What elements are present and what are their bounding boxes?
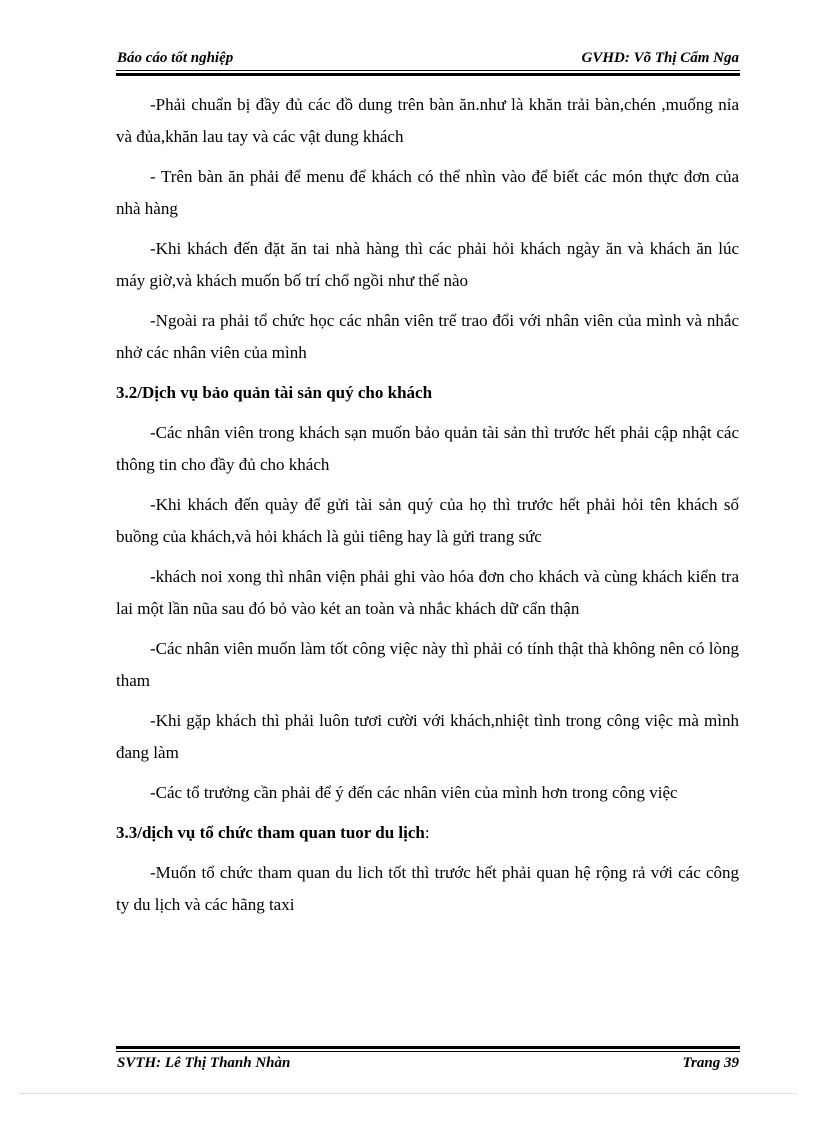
paragraph: -Các tổ trưởng cần phải để ý đến các nhân viên của mình hơn trong công việc xyxy=(150,783,678,802)
paragraph: -Khi gặp khách thì phải luôn tươi cười với khách,nhiệt tình trong công việc mà mình đang làm xyxy=(116,711,739,762)
header-advisor: GVHD: Võ Thị Cẩm Nga xyxy=(581,50,739,66)
paragraph: -Khi khách đến quày để gửi tài sản quý của họ thì trước hết phải hỏi tên khách số buồng của khách,và hỏi khách là gủi tiêng hay là gửi trang sức xyxy=(116,495,739,546)
section-heading-3-3-text: 3.3/dịch vụ tổ chức tham quan tuor du lịch xyxy=(116,823,425,842)
footer-page-number: Trang 39 xyxy=(682,1055,739,1071)
footer-rule-thin xyxy=(116,1051,740,1052)
header-rule-thick xyxy=(116,73,740,76)
page-header xyxy=(117,50,739,70)
page-body xyxy=(116,89,739,929)
paragraph: -Ngoài ra phải tổ chức học các nhân viên trể trao đổi với nhân viên của mình và nhắc nhở các nhân viên của mình xyxy=(116,311,739,362)
paragraph: -khách noi xong thì nhân viện phải ghi vào hóa đơn cho khách và cùng khách kiển tra lai một lần nũa sau đó bỏ vào két an toàn và nhắc khách dữ cẩn thận xyxy=(116,567,739,618)
page-edge-divider xyxy=(20,1093,796,1094)
paragraph: -Các nhân viên trong khách sạn muốn bảo quản tài sản thì trước hết phải cập nhật các thông tin cho đầy đủ cho khách xyxy=(116,423,739,474)
page-footer xyxy=(117,1055,739,1075)
paragraph: -Phải chuẩn bị đầy đủ các đồ dung trên bàn ăn.như là khăn trải bàn,chén ,muống nỉa và đủa,khăn lau tay và các vật dung khách xyxy=(116,95,739,146)
header-report-title: Báo cáo tốt nghiệp xyxy=(117,50,234,66)
footer-rule-thick xyxy=(116,1046,740,1049)
paragraph: - Trên bàn ăn phải để menu để khách có thể nhìn vào để biết các món thực đơn của nhà hàng xyxy=(116,167,739,218)
section-heading-3-3-colon: : xyxy=(424,823,430,842)
section-heading-3-3 xyxy=(116,817,739,849)
footer-student: SVTH: Lê Thị Thanh Nhàn xyxy=(117,1055,291,1071)
section-heading-3-2: 3.2/Dịch vụ bảo quản tài sản quý cho khách xyxy=(116,383,433,402)
paragraph: -Khi khách đến đặt ăn tai nhà hàng thì các phải hỏi khách ngày ăn và khách ăn lúc máy giờ,và khách muốn bố trí chổ ngồi như thế nào xyxy=(116,239,739,290)
paragraph: -Các nhân viên muốn làm tốt công việc này thì phải có tính thật thà không nên có lòng tham xyxy=(116,639,739,690)
paragraph: -Muốn tổ chức tham quan du lich tốt thì trước hết phải quan hệ rộng rả với các công ty du lịch và các hãng taxi xyxy=(116,863,739,914)
header-rule-thin xyxy=(116,70,740,71)
